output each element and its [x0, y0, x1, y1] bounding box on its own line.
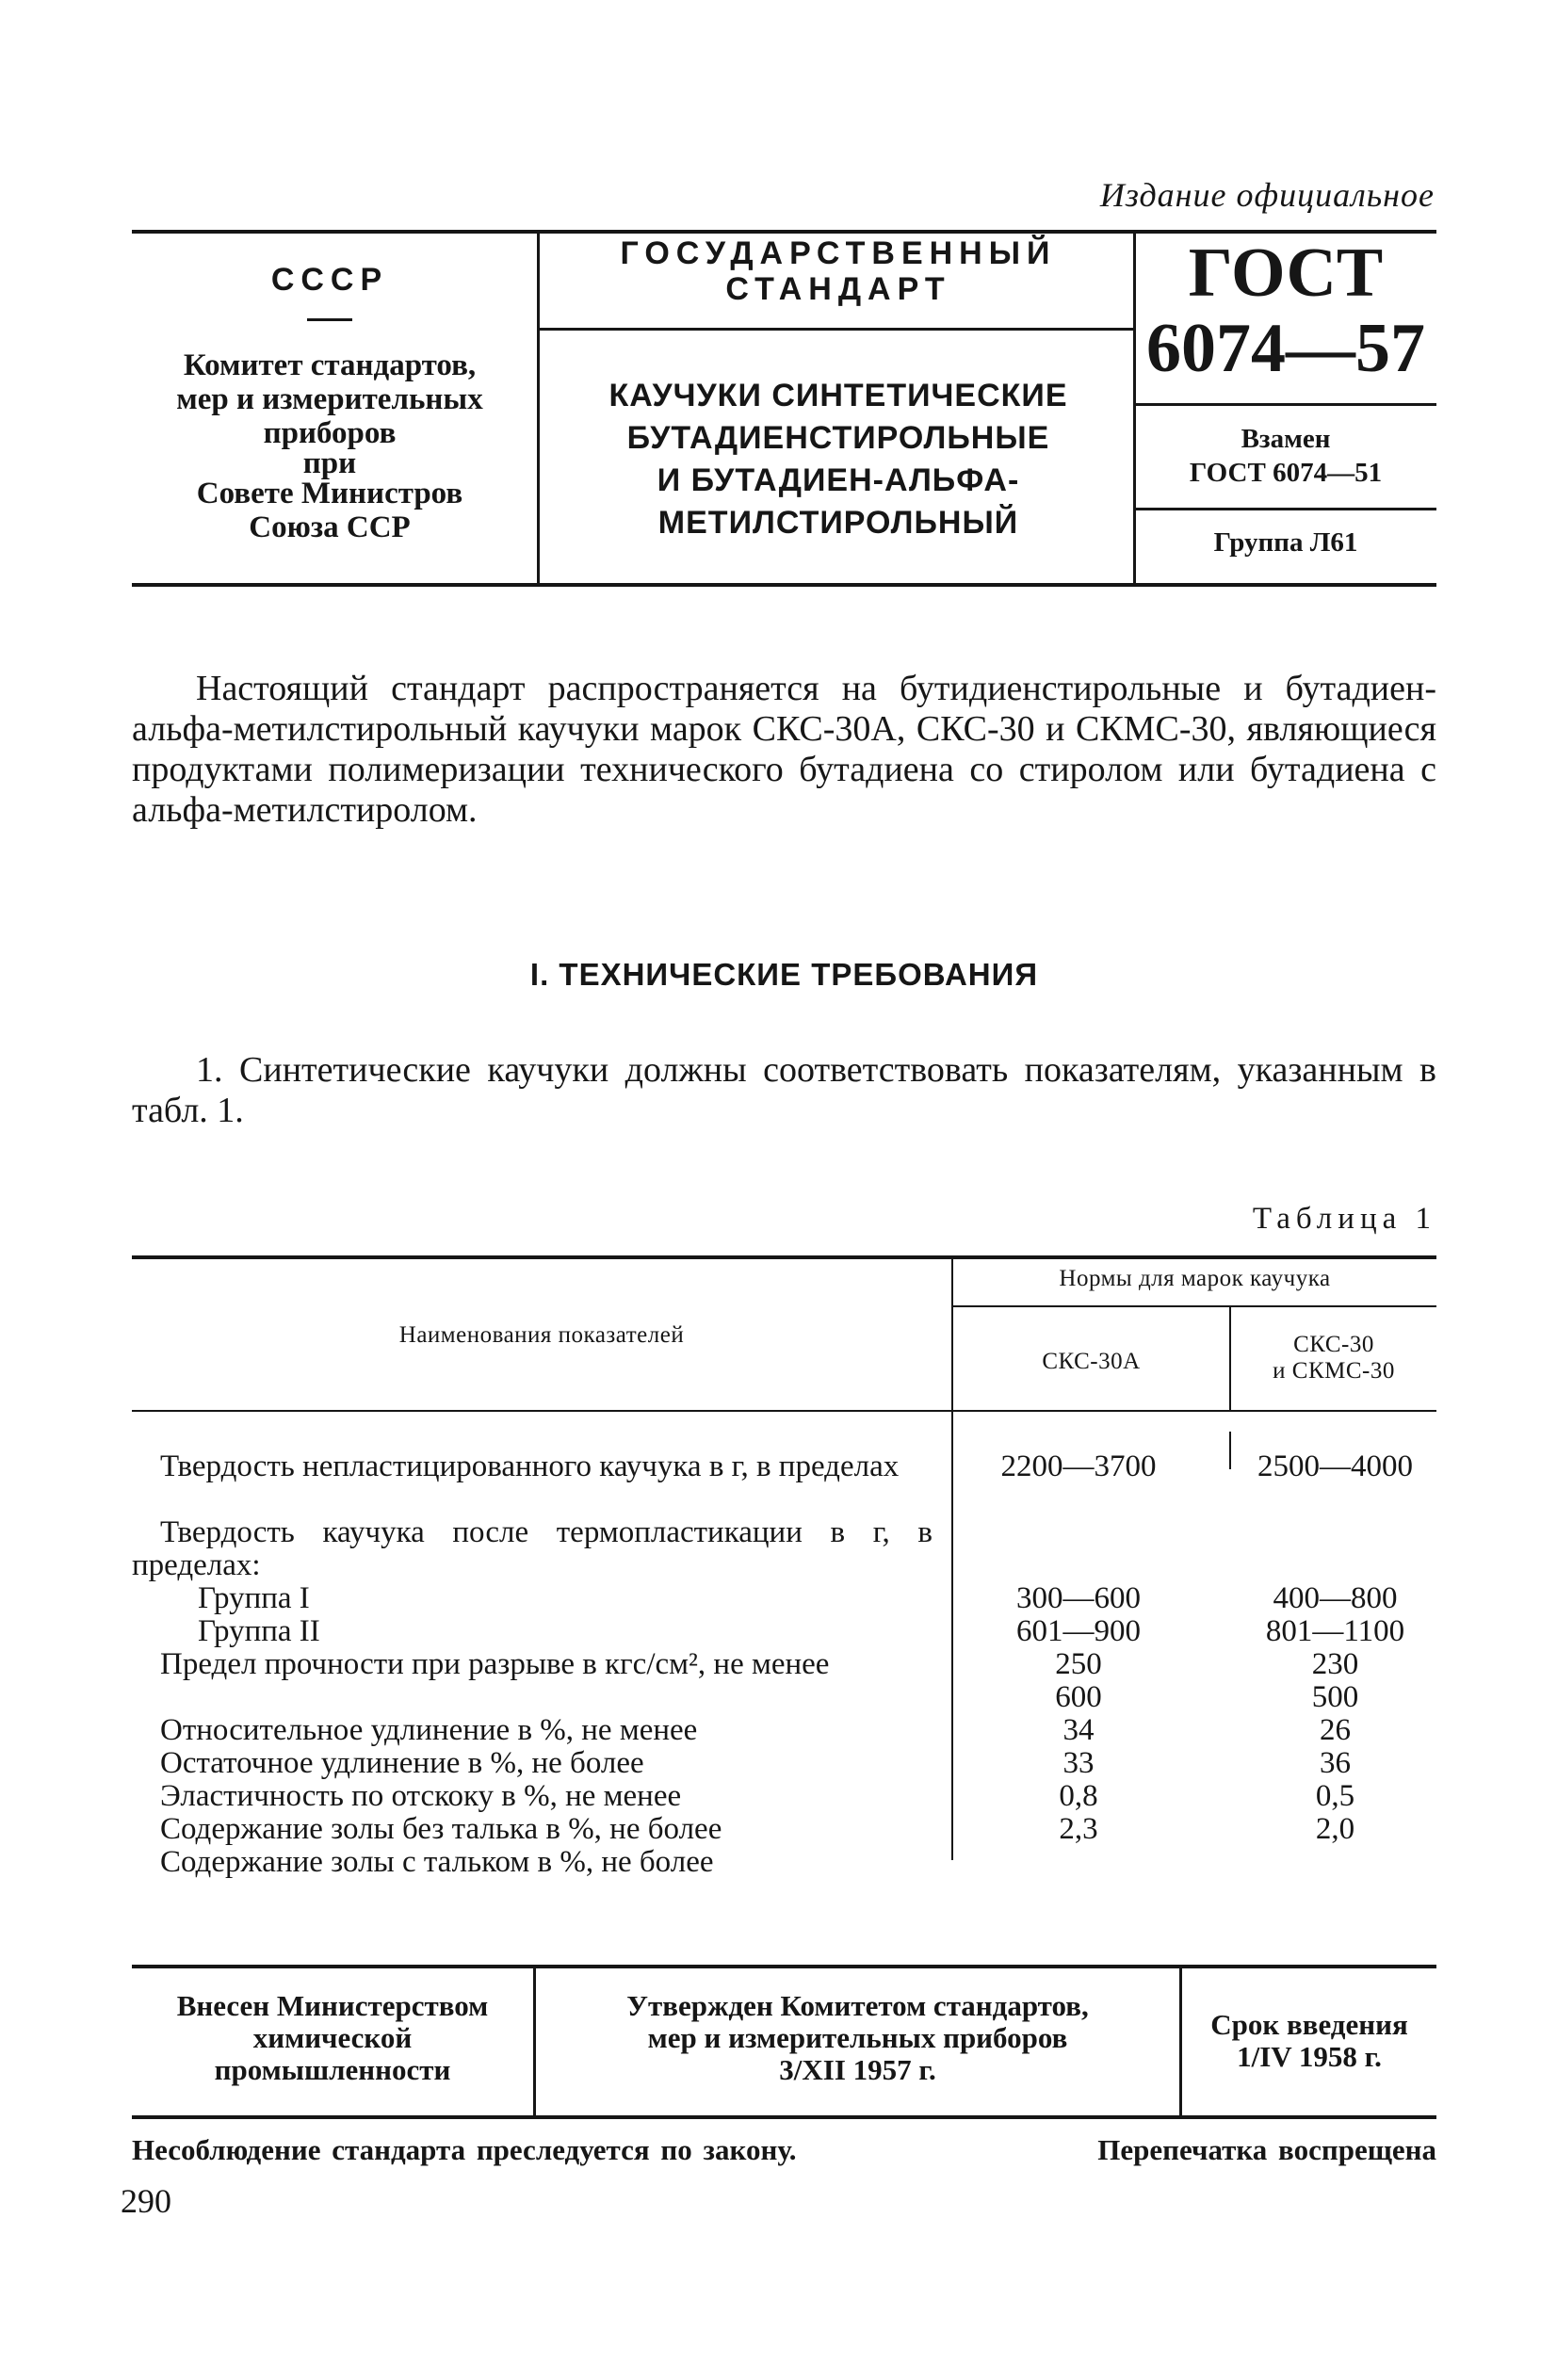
replaces-block — [1135, 422, 1436, 490]
table-cell: 0,5 — [1315, 1779, 1355, 1813]
footer-top-rule — [132, 1965, 1436, 1968]
table-cell: 2500—4000 — [1257, 1449, 1413, 1483]
table-row-label: Группа II — [198, 1614, 320, 1648]
header-bottom-rule — [132, 583, 1436, 587]
ussr-dash — [307, 318, 352, 321]
table-cell: 2,3 — [1059, 1812, 1098, 1846]
standard-title — [546, 375, 1130, 544]
page-number: 290 — [121, 2182, 171, 2220]
effective-date — [1182, 2009, 1436, 2073]
state-standard-label — [546, 235, 1130, 307]
header-divider-left — [537, 232, 540, 585]
header-col2-line: и СКМС-30 — [1273, 1358, 1395, 1384]
table-norms-rule — [953, 1305, 1436, 1307]
table-cell: 33 — [1062, 1746, 1095, 1780]
header-top-rule — [132, 230, 1436, 234]
table-cell: 601—900 — [1016, 1614, 1141, 1648]
table-row-label: Относительное удлинение в %, не менее — [160, 1713, 698, 1747]
gost-line: ГОСТ — [1188, 235, 1384, 312]
table-cell: 600 — [1055, 1680, 1102, 1714]
footer-bottom-rule — [132, 2115, 1436, 2119]
table-row-label: Твердость непластицированного каучука в г, в пределах — [160, 1449, 900, 1483]
ussr-label: СССР — [270, 262, 389, 298]
reprint-notice: Перепечатка воспрещена — [1097, 2133, 1436, 2166]
table-row-label: Твердость каучука после термопластикации в г, в пределах: — [132, 1515, 933, 1582]
header-mid-rule-right-2 — [1135, 508, 1436, 510]
table-header-col2 — [1231, 1332, 1436, 1384]
table-cell: 400—800 — [1273, 1581, 1398, 1615]
gost-number — [1135, 235, 1436, 386]
table-header-name: Наименования показателей — [398, 1322, 685, 1348]
legal-warning: Несоблюдение стандарта преследуется по закону. — [132, 2133, 797, 2166]
committee-line: Комитет стандартов, — [183, 348, 477, 382]
title-line: БУТАДИЕНСТИРОЛЬНЫЕ — [626, 420, 1050, 456]
table-row-label: Предел прочности при разрыве в кгс/см², не менее — [160, 1647, 830, 1681]
table-header-rule — [132, 1410, 1436, 1412]
committee-line: при — [302, 446, 357, 480]
introduced-line: химической — [252, 2021, 413, 2054]
table-top-rule — [132, 1255, 1436, 1259]
table-row-label: Группа I — [198, 1581, 310, 1615]
table-row-label: Эластичность по отскоку в %, не менее — [160, 1779, 682, 1813]
approved-by — [536, 1990, 1179, 2086]
introduced-by — [132, 1990, 533, 2086]
title-line: И БУТАДИЕН-АЛЬФА- — [657, 462, 1020, 498]
intro-paragraph: Настоящий стандарт распространяется на бутидиенстирольные и бутадиен-альфа-метилстирольный каучуки марок СКС-30А, СКС-30 и СКМС-30, являющиеся продуктами полимеризации технического бутадиена со стиролом или бутадиена с альфа-метилстиролом. — [132, 669, 1436, 830]
table-cell: 2200—3700 — [1000, 1449, 1157, 1483]
approved-line: Утвержден Комитетом стандартов, — [626, 1989, 1089, 2022]
committee-line: мер и измерительных — [176, 382, 483, 416]
introduced-line: промышленности — [214, 2053, 451, 2086]
table-cell: 250 — [1055, 1647, 1102, 1681]
committee-line: Союза ССР — [249, 510, 411, 544]
header-mid-rule-right-1 — [1135, 403, 1436, 406]
table-cell: 230 — [1311, 1647, 1359, 1681]
table-cell: 34 — [1062, 1713, 1095, 1747]
replaces-line: Взамен — [1241, 424, 1331, 454]
table-cell: 300—600 — [1016, 1581, 1141, 1615]
header-col2-line: СКС-30 — [1293, 1332, 1374, 1357]
table-cell: 36 — [1320, 1746, 1351, 1780]
group-label: Группа Л61 — [1213, 527, 1358, 558]
committee-block — [132, 348, 527, 544]
gost-line: 6074—57 — [1146, 310, 1425, 387]
effective-line: 1/IV 1958 г. — [1237, 2040, 1382, 2073]
state-standard-line: СТАНДАРТ — [725, 271, 951, 307]
table-cell: 500 — [1311, 1680, 1359, 1714]
section-title: I. ТЕХНИЧЕСКИЕ ТРЕБОВАНИЯ — [529, 957, 1039, 992]
table-cell: 0,8 — [1059, 1779, 1098, 1813]
title-line: МЕТИЛСТИРОЛЬНЫЙ — [657, 505, 1019, 541]
header-mid-rule-center — [539, 328, 1134, 331]
replaces-line: ГОСТ 6074—51 — [1189, 458, 1383, 488]
table-cell: 26 — [1320, 1713, 1351, 1747]
table-header-norms: Нормы для марок каучука — [1059, 1266, 1331, 1291]
approved-line: 3/XII 1957 г. — [779, 2053, 936, 2086]
table-row-label: Остаточное удлинение в %, не более — [160, 1746, 644, 1780]
title-line: КАУЧУКИ СИНТЕТИЧЕСКИЕ — [608, 378, 1068, 413]
table-row-label: Содержание золы с тальком в %, не более — [160, 1845, 714, 1879]
table-header-col1: СКС-30А — [1042, 1349, 1141, 1374]
edition-label: Издание официальное — [1099, 176, 1435, 214]
approved-line: мер и измерительных приборов — [647, 2021, 1068, 2054]
table-cell: 2,0 — [1315, 1812, 1355, 1846]
table-cell: 801—1100 — [1265, 1614, 1405, 1648]
table-col-divider-2b — [1229, 1432, 1231, 1469]
table-caption: Таблица 1 — [1252, 1202, 1436, 1236]
table-row-label: Содержание золы без талька в %, не более — [160, 1812, 722, 1846]
requirement-paragraph: 1. Синтетические каучуки должны соответствовать показателям, указанным в табл. 1. — [132, 1050, 1436, 1130]
committee-line: Совете Министров — [196, 477, 463, 510]
state-standard-line: ГОСУДАРСТВЕННЫЙ — [620, 235, 1057, 271]
table-col-divider-1 — [951, 1257, 953, 1860]
committee-line: приборов — [263, 416, 397, 450]
introduced-line: Внесен Министерством — [176, 1989, 489, 2022]
effective-line: Срок введения — [1210, 2008, 1408, 2041]
